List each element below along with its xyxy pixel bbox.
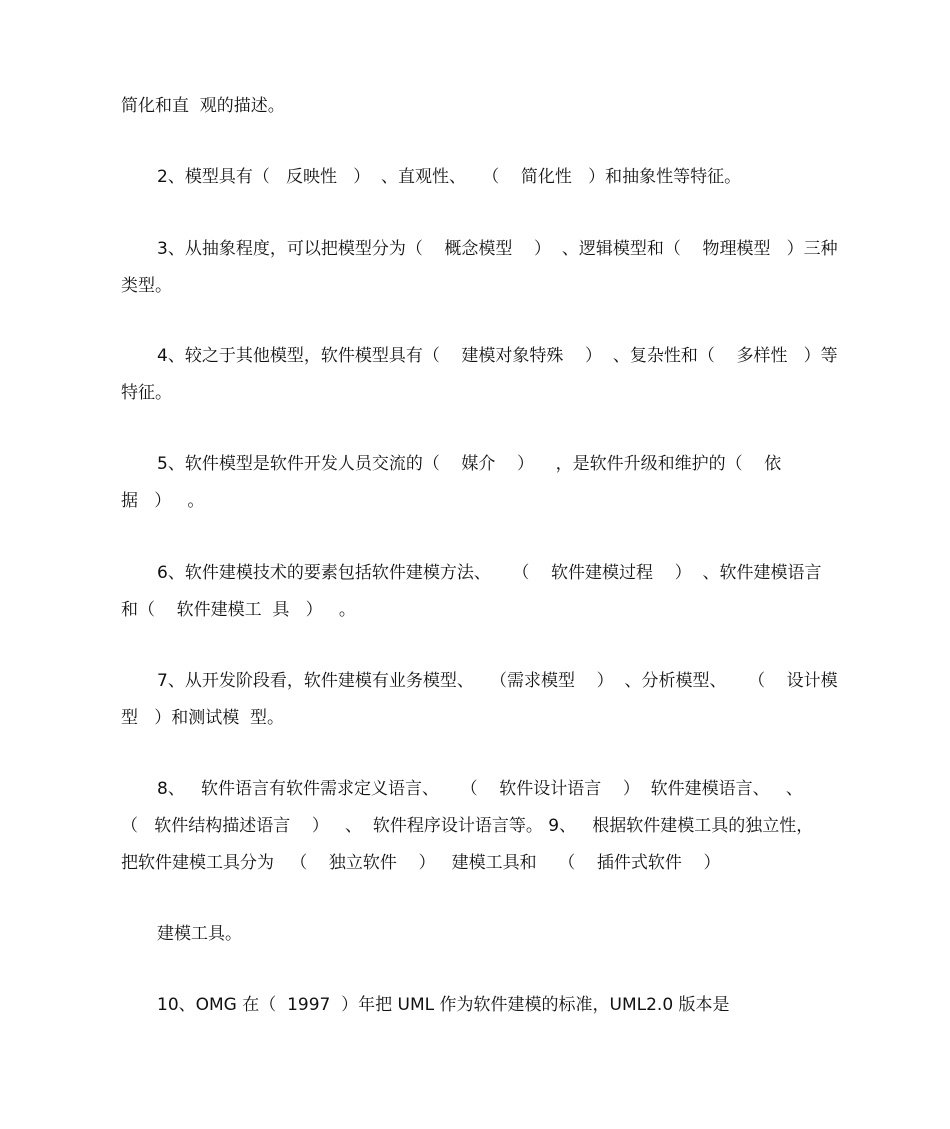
text-line-7: 5、软件模型是软件开发人员交流的（ 媒介 ） ，是软件升级和维护的（ 依	[157, 454, 782, 474]
text-line-14: （ 软件结构描述语言 ） 、 软件程序设计语言等。 9、 根据软件建模工具的独立性，	[121, 816, 814, 836]
text-line-17: 10、OMG 在（ 1997 ）年把 UML 作为软件建模的标准，UML2.0 版本是	[157, 995, 730, 1015]
text-line-6: 特征。	[121, 383, 172, 403]
text-line-16: 建模工具。	[157, 924, 242, 944]
text-line-3: 3、从抽象程度，可以把模型分为（ 概念模型 ） 、逻辑模型和（ 物理模型 ）三种	[157, 239, 838, 259]
text-line-11: 7、从开发阶段看，软件建模有业务模型、 （需求模型 ） 、分析模型、 （ 设计模	[157, 671, 838, 691]
text-line-1: 简化和直 观的描述。	[121, 96, 285, 116]
text-line-9: 6、软件建模技术的要素包括软件建模方法、 （ 软件建模过程 ） 、软件建模语言	[157, 563, 822, 583]
text-line-2: 2、模型具有（ 反映性 ） 、直观性、 （ 简化性 ）和抽象性等特征。	[157, 167, 742, 187]
text-line-10: 和（ 软件建模工 具 ） 。	[121, 600, 356, 620]
text-line-5: 4、较之于其他模型，软件模型具有（ 建模对象特殊 ） 、复杂性和（ 多样性 ）等	[157, 346, 838, 366]
text-line-12: 型 ）和测试模 型。	[121, 708, 285, 728]
text-line-8: 据 ） 。	[121, 491, 205, 511]
text-line-4: 类型。	[121, 276, 172, 296]
text-line-13: 8、 软件语言有软件需求定义语言、 （ 软件设计语言 ） 软件建模语言、 、	[157, 779, 803, 799]
text-line-15: 把软件建模工具分为 （ 独立软件 ） 建模工具和 （ 插件式软件 ）	[121, 853, 721, 873]
